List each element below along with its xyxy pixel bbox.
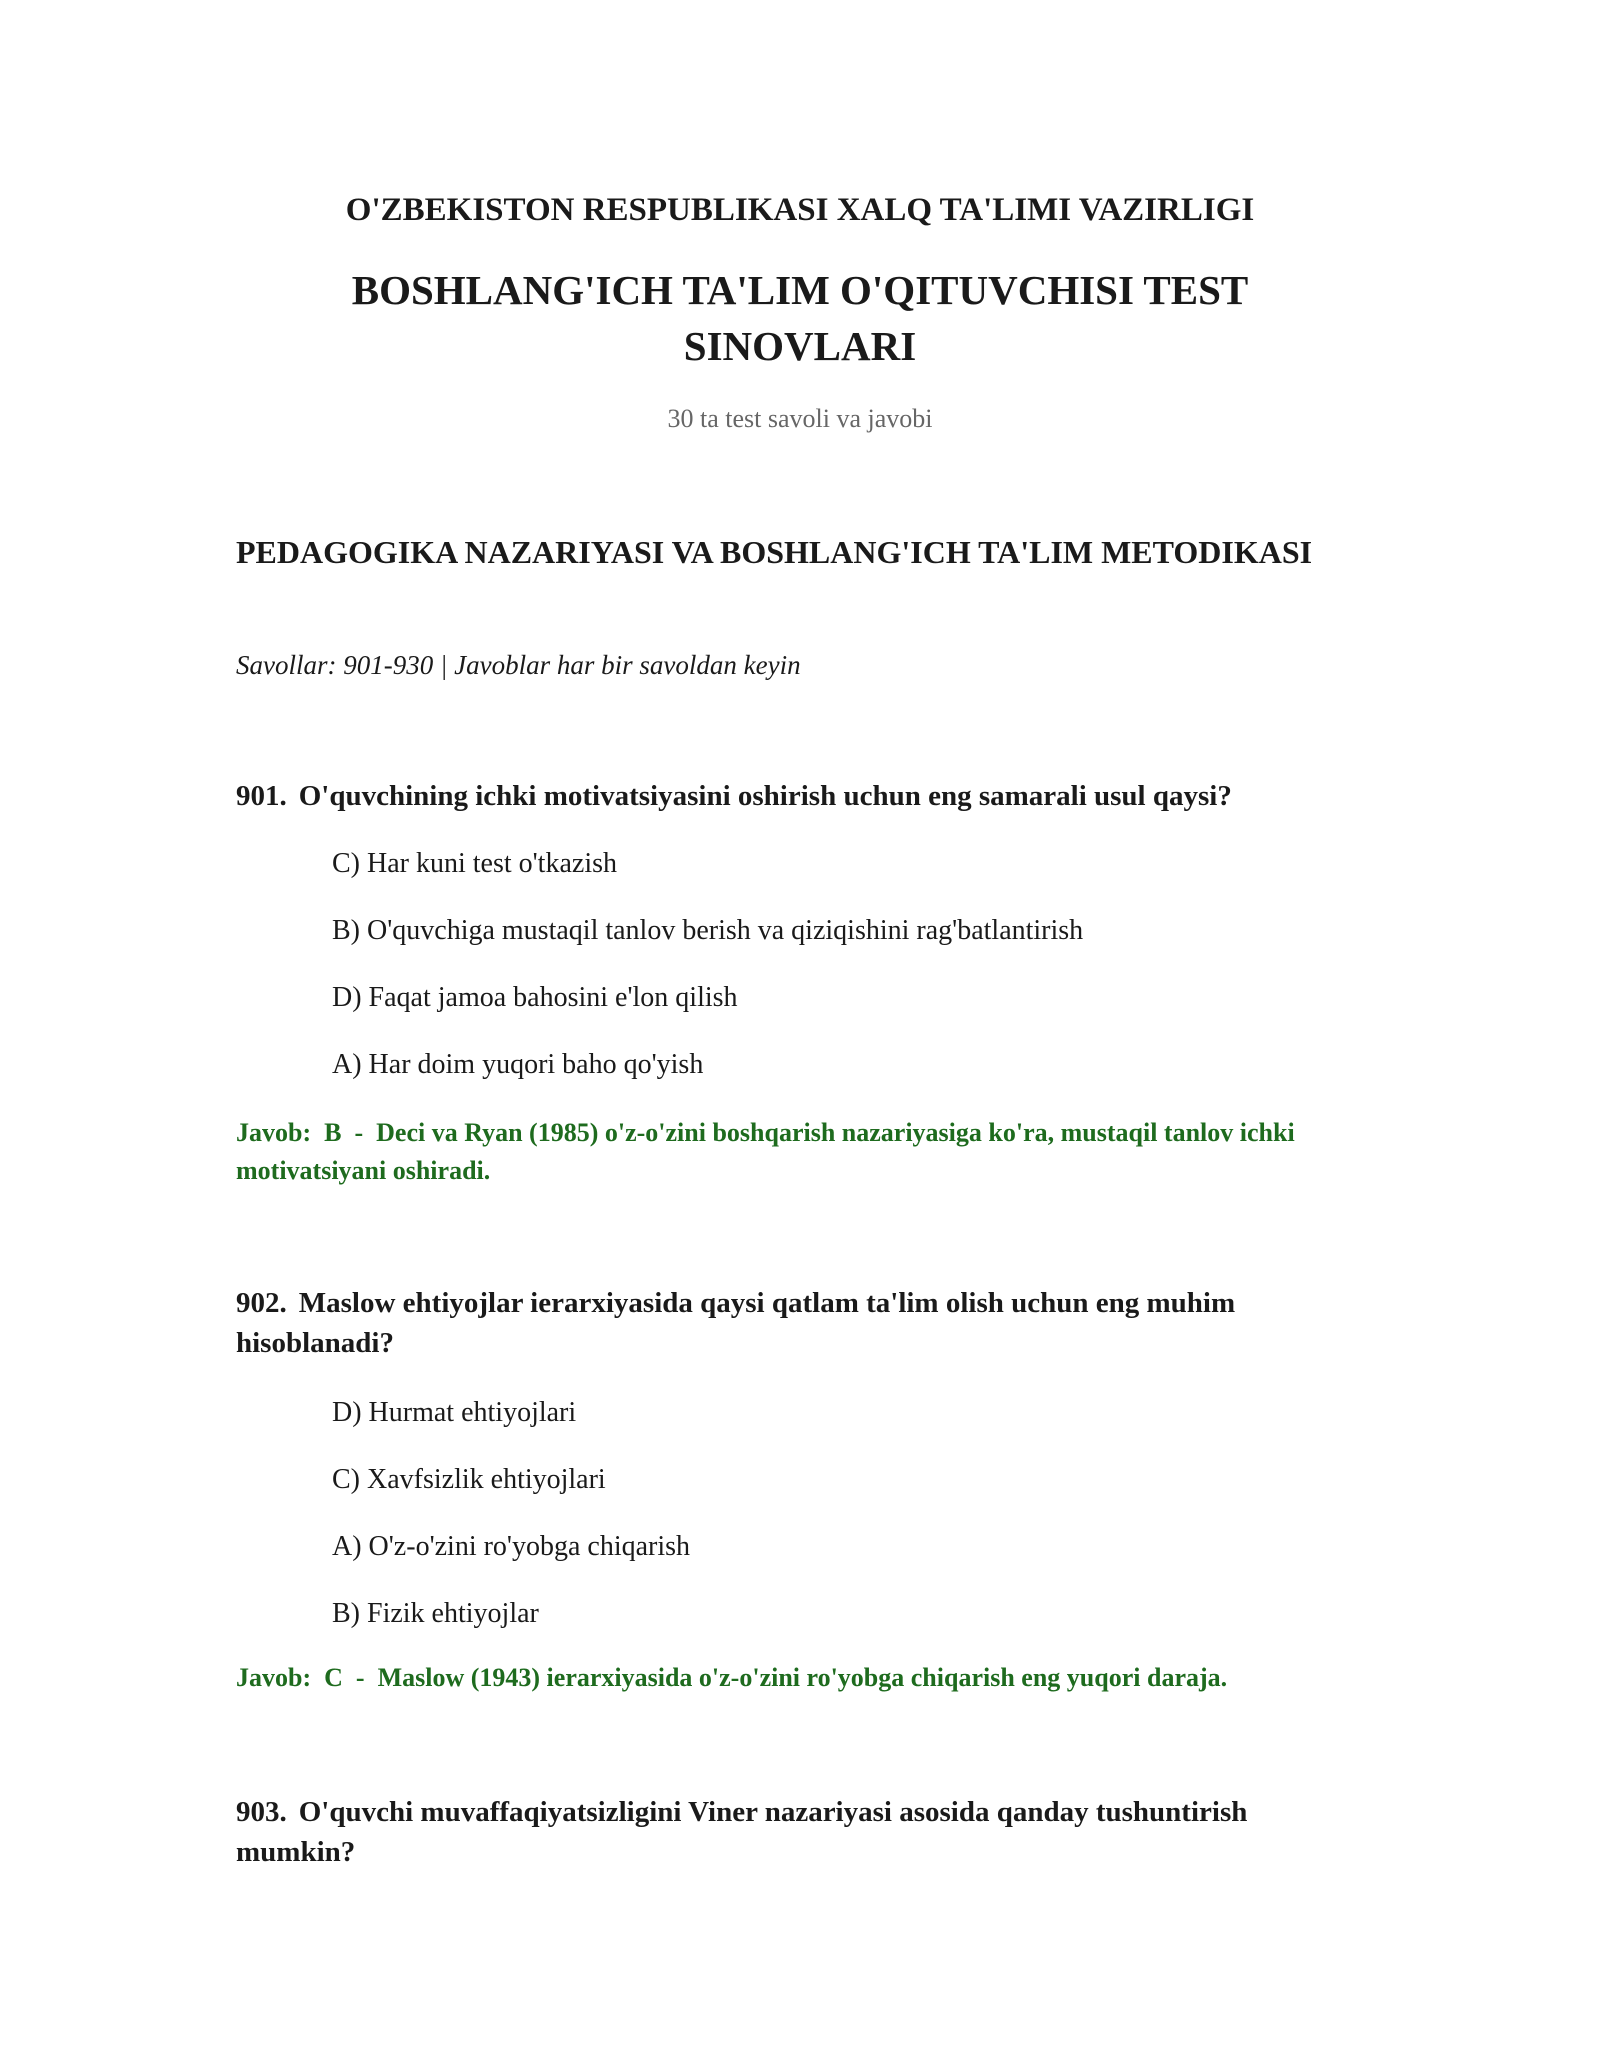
question-number: 902.: [236, 1287, 287, 1319]
answer-letter: C: [324, 1663, 343, 1692]
answer-explanation: Deci va Ryan (1985) o'z-o'zini boshqarish nazariyasiga ko'ra, mustaqil tanlov ichki motivatsiyani oshiradi.: [236, 1118, 1295, 1185]
answer-902: Javob: C - Maslow (1943) ierarxiyasida o'z-o'zini ro'yobga chiqarish eng yuqori daraja.: [236, 1663, 1228, 1692]
option-item: C) Har kuni test o'tkazish: [332, 848, 617, 879]
option-item: C) Xavfsizlik ehtiyojlari: [332, 1464, 606, 1495]
option-item: B) O'quvchiga mustaqil tanlov berish va qiziqishini rag'batlantirish: [332, 915, 1084, 946]
question-number: 901.: [236, 780, 287, 812]
question-902: [236, 1283, 1366, 1363]
section-title: PEDAGOGIKA NAZARIYASI VA BOSHLANG'ICH TA'LIM METODIKASI: [236, 534, 1313, 570]
question-903: [236, 1792, 1366, 1872]
option-item: B) Fizik ehtiyojlar: [332, 1598, 539, 1629]
answer-label: Javob:: [236, 1663, 312, 1692]
answer-letter: B: [324, 1118, 342, 1147]
ministry-heading: O'ZBEKISTON RESPUBLIKASI XALQ TA'LIMI VAZIRLIGI: [345, 192, 1255, 228]
answer-explanation: Maslow (1943) ierarxiyasida o'z-o'zini ro'yobga chiqarish eng yuqori daraja.: [377, 1663, 1228, 1692]
option-item: A) O'z-o'zini ro'yobga chiqarish: [332, 1531, 691, 1562]
option-item: A) Har doim yuqori baho qo'yish: [332, 1049, 704, 1080]
question-901: [236, 776, 1366, 816]
option-item: D) Hurmat ehtiyojlari: [332, 1397, 577, 1428]
question-text: O'quvchi muvaffaqiyatsizligini Viner nazariyasi asosida qanday tushuntirish mumkin?: [236, 1796, 1248, 1868]
document-title: BOSHLANG'ICH TA'LIM O'QITUVCHISI TEST SINOVLARI: [351, 267, 1249, 369]
document-subtitle: 30 ta test savoli va javobi: [667, 404, 933, 433]
answer-label: Javob:: [236, 1118, 312, 1147]
section-note: Savollar: 901-930 | Javoblar har bir savoldan keyin: [236, 650, 801, 680]
answer-901: Javob: B - Deci va Ryan (1985) o'z-o'zini boshqarish nazariyasiga ko'ra, mustaqil tanlov ichki motivatsiyani oshiradi.: [236, 1118, 1295, 1185]
question-number: 903.: [236, 1796, 287, 1828]
option-item: D) Faqat jamoa bahosini e'lon qilish: [332, 982, 738, 1013]
question-text: Maslow ehtiyojlar ierarxiyasida qaysi qatlam ta'lim olish uchun eng muhim hisoblanadi?: [236, 1287, 1236, 1359]
question-text: O'quvchining ichki motivatsiyasini oshirish uchun eng samarali usul qaysi?: [298, 780, 1232, 812]
